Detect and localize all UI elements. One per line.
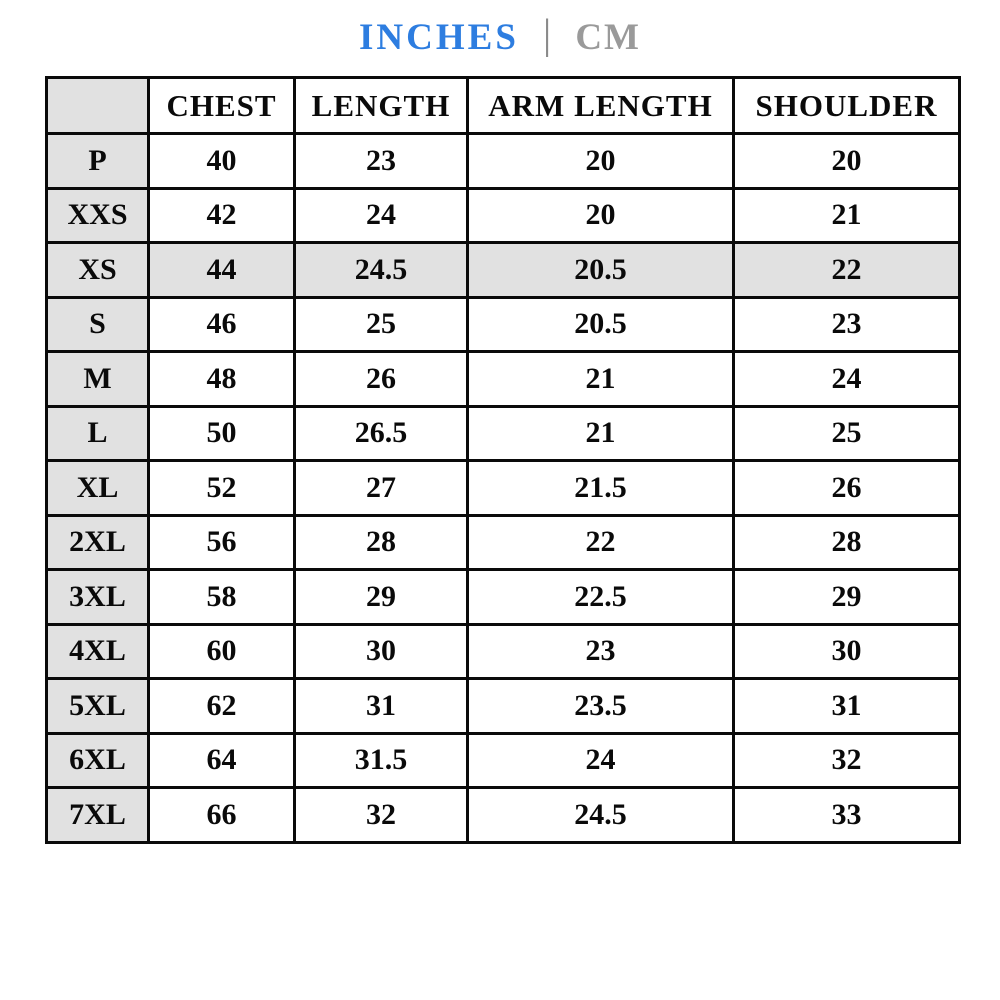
row-header-size: 4XL: [47, 624, 149, 679]
row-header-size: 7XL: [47, 788, 149, 843]
cell-chest: 60: [149, 624, 295, 679]
row-header-size: XXS: [47, 188, 149, 243]
cell-length: 23: [295, 134, 468, 189]
cell-shoulder: 31: [734, 679, 960, 734]
cell-length: 29: [295, 570, 468, 625]
row-header-size: S: [47, 297, 149, 352]
row-header-size: 5XL: [47, 679, 149, 734]
row-header-size: M: [47, 352, 149, 407]
cell-shoulder: 22: [734, 243, 960, 298]
table-row: [47, 515, 960, 570]
size-chart-table: [45, 76, 961, 844]
cell-shoulder: 33: [734, 788, 960, 843]
cell-shoulder: 21: [734, 188, 960, 243]
cell-shoulder: 32: [734, 733, 960, 788]
cell-arm-length: 21: [468, 406, 734, 461]
cell-chest: 48: [149, 352, 295, 407]
cell-shoulder: 28: [734, 515, 960, 570]
cell-chest: 52: [149, 461, 295, 516]
cell-chest: 66: [149, 788, 295, 843]
cell-length: 25: [295, 297, 468, 352]
cell-shoulder: 29: [734, 570, 960, 625]
cell-length: 31.5: [295, 733, 468, 788]
table-row: [47, 461, 960, 516]
cell-chest: 50: [149, 406, 295, 461]
cell-arm-length: 24: [468, 733, 734, 788]
cell-shoulder: 24: [734, 352, 960, 407]
cell-chest: 62: [149, 679, 295, 734]
cell-chest: 58: [149, 570, 295, 625]
row-header-size: 6XL: [47, 733, 149, 788]
cell-arm-length: 21: [468, 352, 734, 407]
row-header-size: P: [47, 134, 149, 189]
cell-length: 28: [295, 515, 468, 570]
cell-length: 31: [295, 679, 468, 734]
cell-arm-length: 21.5: [468, 461, 734, 516]
cell-length: 27: [295, 461, 468, 516]
table-row: [47, 624, 960, 679]
cell-chest: 46: [149, 297, 295, 352]
cell-arm-length: 20.5: [468, 297, 734, 352]
table-row: [47, 733, 960, 788]
unit-inches-label[interactable]: INCHES: [359, 16, 519, 58]
cell-shoulder: 23: [734, 297, 960, 352]
table-row: [47, 188, 960, 243]
table-row: [47, 243, 960, 298]
column-header-chest: CHEST: [149, 78, 295, 134]
row-header-size: XL: [47, 461, 149, 516]
cell-length: 26: [295, 352, 468, 407]
unit-cm-label[interactable]: CM: [575, 16, 641, 58]
cell-arm-length: 24.5: [468, 788, 734, 843]
corner-cell: [47, 78, 149, 134]
cell-shoulder: 20: [734, 134, 960, 189]
cell-shoulder: 26: [734, 461, 960, 516]
row-header-size: 2XL: [47, 515, 149, 570]
column-header-arm-length: ARM LENGTH: [468, 78, 734, 134]
cell-arm-length: 23.5: [468, 679, 734, 734]
column-header-shoulder: SHOULDER: [734, 78, 960, 134]
table-row: [47, 679, 960, 734]
cell-chest: 56: [149, 515, 295, 570]
cell-shoulder: 30: [734, 624, 960, 679]
table-row: [47, 352, 960, 407]
table-row: [47, 134, 960, 189]
column-header-length: LENGTH: [295, 78, 468, 134]
cell-length: 24.5: [295, 243, 468, 298]
table-row: [47, 406, 960, 461]
header-row: [47, 78, 960, 134]
cell-chest: 44: [149, 243, 295, 298]
row-header-size: XS: [47, 243, 149, 298]
cell-arm-length: 20: [468, 188, 734, 243]
cell-arm-length: 23: [468, 624, 734, 679]
cell-length: 24: [295, 188, 468, 243]
table-row: [47, 297, 960, 352]
table-row: [47, 570, 960, 625]
cell-arm-length: 22.5: [468, 570, 734, 625]
cell-chest: 42: [149, 188, 295, 243]
unit-toggle: [0, 0, 1000, 58]
unit-divider: |: [542, 12, 552, 58]
cell-chest: 64: [149, 733, 295, 788]
row-header-size: 3XL: [47, 570, 149, 625]
cell-length: 30: [295, 624, 468, 679]
size-table-body: [47, 134, 960, 843]
cell-arm-length: 20: [468, 134, 734, 189]
cell-arm-length: 20.5: [468, 243, 734, 298]
cell-length: 32: [295, 788, 468, 843]
cell-length: 26.5: [295, 406, 468, 461]
row-header-size: L: [47, 406, 149, 461]
table-row: [47, 788, 960, 843]
cell-chest: 40: [149, 134, 295, 189]
cell-shoulder: 25: [734, 406, 960, 461]
cell-arm-length: 22: [468, 515, 734, 570]
